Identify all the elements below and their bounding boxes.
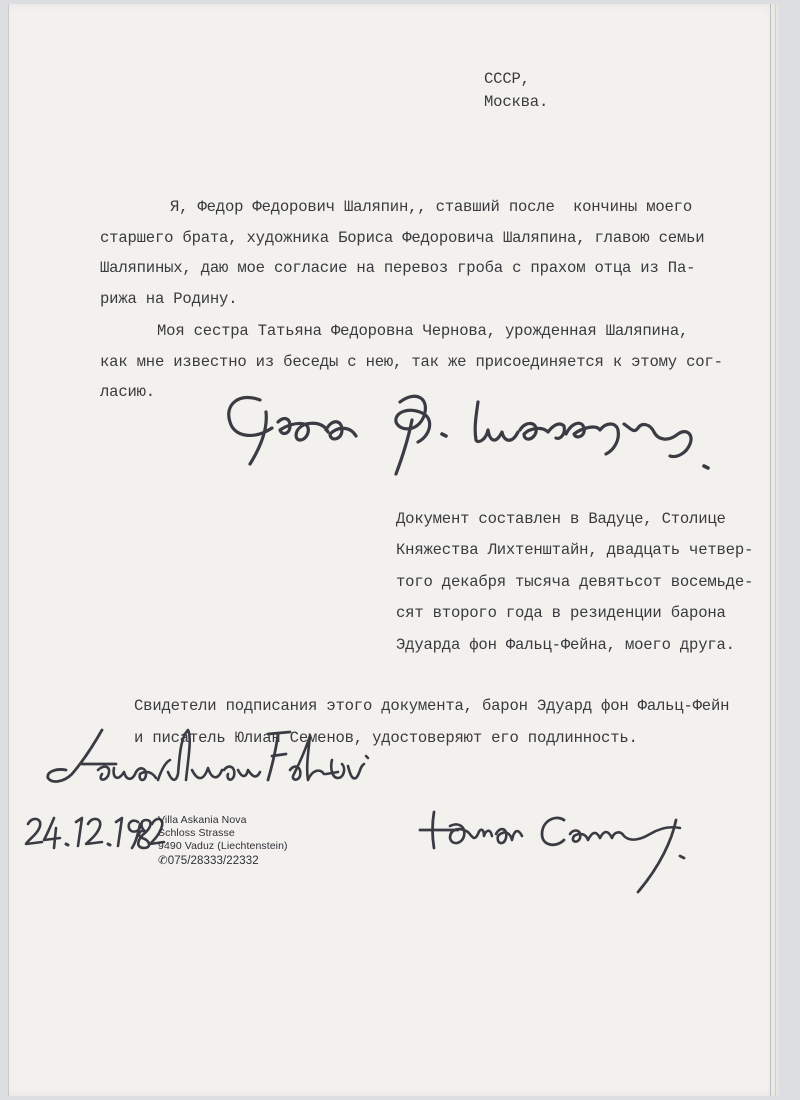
header-city: Москва. xyxy=(484,93,549,111)
place-line-2: Княжества Лихтенштайн, двадцать четвер- xyxy=(396,541,754,559)
place-line-5: Эдуарда фон Фальц-Фейна, моего друга. xyxy=(396,636,735,654)
paragraph-1-line-2: старшего брата, художника Бориса Федоровича Шаляпина, главою семьи xyxy=(100,229,705,247)
header-country: СССР, xyxy=(484,70,530,88)
handwritten-date xyxy=(24,812,164,852)
paragraph-1-line-1: Я, Федор Федорович Шаляпин,, ставший после кончины моего xyxy=(170,198,692,216)
phone-icon: ✆ xyxy=(158,855,168,867)
paragraph-2-line-3: ласию. xyxy=(100,383,155,401)
paper-edge xyxy=(760,4,780,1096)
paragraph-1-line-3: Шаляпиных, даю мое согласие на перевоз гроба с прахом отца из Па- xyxy=(100,259,696,277)
place-line-3: того декабря тысяча девятьсот восемьде- xyxy=(396,573,754,591)
signature-semenov xyxy=(414,800,704,900)
stamp-line-2: Schloss Strasse xyxy=(158,827,235,839)
paragraph-1-line-4: рижа на Родину. xyxy=(100,290,238,308)
place-line-4: сят второго года в резиденции барона xyxy=(396,604,726,622)
paragraph-2-line-1: Моя сестра Татьяна Федоровна Чернова, урожденная Шаляпина, xyxy=(157,322,689,340)
stamp-line-1: Villa Askania Nova xyxy=(158,814,247,826)
place-line-1: Документ составлен в Вадуце, Столице xyxy=(396,510,726,528)
paragraph-2-line-2: как мне известно из беседы с нею, так же присоединяется к этому сог- xyxy=(100,353,723,371)
witnesses-line-1: Свидетели подписания этого документа, барон Эдуард фон Фальц-Фейн xyxy=(134,697,730,715)
signature-chaliapin xyxy=(220,382,720,482)
witnesses-line-2: и писатель Юлиан Семенов, удостоверяют его подлинность. xyxy=(134,729,638,747)
stamp-line-3: 9490 Vaduz (Liechtenstein) xyxy=(158,840,288,852)
signature-falz-fein xyxy=(42,724,372,794)
stamp-phone: 075/28333/22332 xyxy=(167,855,259,867)
stamp-line-4 xyxy=(158,853,259,867)
